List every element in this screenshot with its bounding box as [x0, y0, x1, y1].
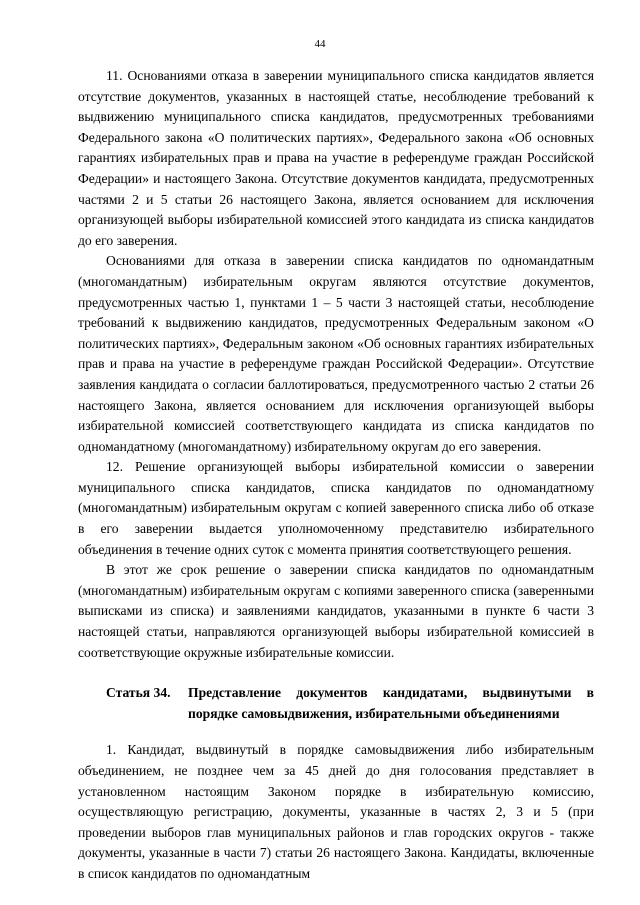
article-title: Представление документов кандидатами, выдвинутыми в порядке самовыдвижения, избирательными объединениями: [188, 685, 594, 721]
paragraph-11: 11. Основаниями отказа в заверении муниципального списка кандидатов является отсутствие документов, указанных в настоящей статье, несоблюдение требований к выдвижению муниципального списка кандидатов, предусмотренных требованиями Федерального закона «О политических партиях», Федерального закона «Об основных гарантиях избирательных прав и права на участие в референдуме граждан Российской Федерации» и настоящего Закона. Отсутствие документов кандидата, предусмотренных частями 2 и 5 статьи 26 настоящего Закона, является основанием для исключения организующей выборы избирательной комиссией этого кандидата из списка кандидатов до его заверения.: [78, 68, 594, 248]
article-heading: [78, 683, 594, 724]
document-body: [78, 66, 594, 885]
article-paragraph-1: 1. Кандидат, выдвинутый в порядке самовыдвижения либо избирательным объединением, не позднее чем за 45 дней до дня голосования представляет в установленном настоящим Законом порядке в избирательную комиссию, осуществляющую регистрацию, документы, указанные в частях 2, 3 и 5 (при проведении выборов глав муниципальных районов и глав городских округов - также документы, указанные в части 7) статьи 26 настоящего Закона. Кандидаты, включенные в список кандидатов по одномандатным: [78, 742, 594, 881]
paragraph-12-same-term: В этот же срок решение о заверении списка кандидатов по одномандатным (многомандатным) избирательным округам с копиями заверенного списка (заверенными выписками из списка) и заявлениями кандидатов, указанными в пункте 6 части 3 настоящей статьи, направляются организующей выборы избирательной комиссией в соответствующие окружные избирательные комиссии.: [78, 562, 594, 660]
paragraph-11-refusal-grounds: Основаниями для отказа в заверении списка кандидатов по одномандатным (многомандатным) избирательным округам являются отсутствие документов, предусмотренных частью 1, пунктами 1 – 5 части 3 настоящей статьи, несоблюдение требований к выдвижению кандидатов, предусмотренных Федеральным законом «О политических партиях», Федеральным законом «Об основных гарантиях избирательных прав и права на участие в референдуме граждан Российской Федерации». Отсутствие заявления кандидата о согласии баллотироваться, предусмотренного частью 2 статьи 26 настоящего Закона, является основанием для исключения организующей выборы избирательной комиссией соответствующего кандидата из списка кандидатов по одномандатному (многомандатному) избирательному округам до его заверения.: [78, 253, 594, 454]
article-number: Статья 34.: [106, 685, 171, 701]
paragraph-12: 12. Решение организующей выборы избирательной комиссии о заверении муниципального списка кандидатов, списка кандидатов по одномандатному (многомандатным) избирательным округам с копией заверенного списка либо об отказе в его заверении выдается уполномоченному представителю избирательного объединения в течение одних суток с момента принятия соответствующего решения.: [78, 459, 594, 557]
page-number: 44: [314, 38, 326, 50]
